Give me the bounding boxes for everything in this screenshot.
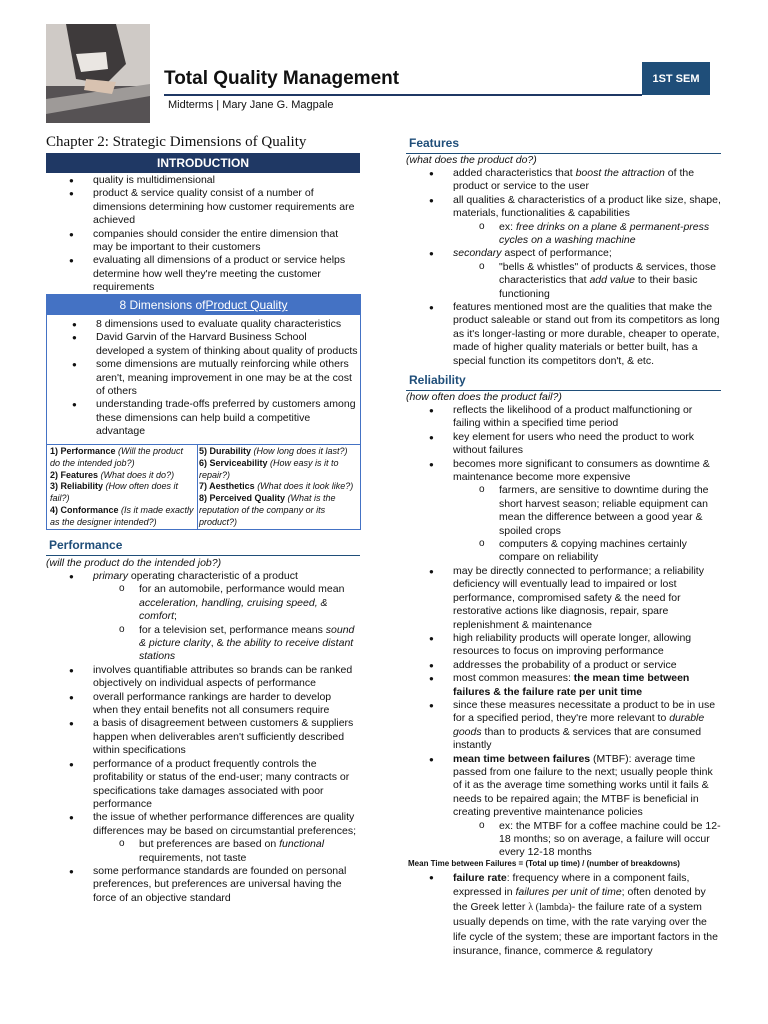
list-item: ● understanding trade-offs preferred by customers among these dimensions can help build a competitive advantage bbox=[96, 398, 358, 438]
list-item: ● secondary aspect of performance; o "bells & whistles" of products & services, those characteristics that add value to their basic functioning bbox=[453, 247, 721, 301]
reliability-question: (how often does the product fail?) bbox=[406, 391, 562, 403]
list-item: ● most common measures: the mean time between failures & the failure rate per unit time bbox=[453, 672, 721, 699]
features-heading: Features bbox=[409, 136, 460, 150]
features-list bbox=[453, 167, 721, 368]
list-item: ● product & service quality consist of a number of dimensions determining how customer requirements are achieved bbox=[93, 187, 355, 227]
header-photo bbox=[46, 24, 150, 123]
dimension-entry: 6) Serviceability (How easy is it to repair?) bbox=[199, 457, 339, 480]
list-item: ● since these measures necessitate a product to be in use for a specified period, they're more relevant to durable goods than to products & services that are consumed instantly bbox=[453, 699, 721, 753]
document-subtitle: Midterms | Mary Jane G. Magpale bbox=[168, 99, 334, 111]
dimension-entry: 2) Features (What does it do?) bbox=[50, 469, 175, 480]
dimension-entry: 8) Perceived Quality (What is the reputation of the company or its product?) bbox=[199, 493, 336, 527]
reliability-heading: Reliability bbox=[409, 373, 466, 387]
list-item: o for an automobile, performance would mean acceleration, handling, cruising speed, & comfort; bbox=[139, 583, 357, 623]
reliability-list bbox=[453, 404, 721, 860]
chapter-title: Chapter 2: Strategic Dimensions of Quality bbox=[46, 134, 307, 150]
semester-badge: 1ST SEM bbox=[642, 62, 710, 95]
introduction-heading: INTRODUCTION bbox=[46, 153, 360, 173]
list-item: ● reflects the likelihood of a product malfunctioning or failing within a specified time period bbox=[453, 404, 721, 431]
performance-heading: Performance bbox=[49, 538, 123, 552]
list-item: ● a basis of disagreement between customers & suppliers happen when deliverables aren't sufficiently described within specifications bbox=[93, 717, 357, 757]
list-item: ● companies should consider the entire dimension that may be important to their customers bbox=[93, 228, 355, 255]
list-item: ● some dimensions are mutually reinforcing while others aren't, meaning improvement in one may be at the cost of others bbox=[96, 358, 358, 398]
features-question: (what does the product do?) bbox=[406, 154, 537, 166]
introduction-list bbox=[93, 174, 355, 295]
list-item: ● evaluating all dimensions of a product or service helps determine how well they're meeting the customer requirements bbox=[93, 254, 355, 294]
header-rule bbox=[164, 94, 642, 96]
list-item: ● features mentioned most are the qualities that make the product saleable or stand out from its competitors as long as it's longer-lasting or more durable, cheaper to operate, made of higher quality materials or better built, has a special function its competitors don't, & etc. bbox=[453, 301, 721, 368]
list-item: o ex: the MTBF for a coffee machine could be 12-18 months; so on average, a failure will occur every 12-18 months bbox=[499, 820, 721, 860]
grid-divider-vertical bbox=[197, 444, 198, 530]
list-item: o farmers, are sensitive to downtime during the short harvest season; reliable equipment can mean the difference between a good year & spoiled crops bbox=[499, 484, 721, 538]
list-item: o but preferences are based on functional requirements, not taste bbox=[139, 838, 357, 865]
dimension-entry: 1) Performance (Will the product do the intended job?) bbox=[50, 446, 183, 468]
failure-rate-list bbox=[453, 871, 721, 958]
list-item: ● high reliability products will operate longer, allowing resources to focus on improving performance bbox=[453, 632, 721, 659]
performance-list bbox=[93, 570, 357, 905]
list-item: o ex: free drinks on a plane & permanent-press cycles on a washing machine bbox=[499, 221, 721, 248]
list-item: ● mean time between failures (MTBF): average time passed from one failure to the next; usually people think of it as the average time something works until it fails & needs to be repaired again; the MTBF is beneficial in creating preventive maintenance policies o ex: the MTBF for a coffee machine could be 12-18 months; so on average, a failure will occur every 12-18 months bbox=[453, 753, 721, 860]
list-item: o for a television set, performance means sound & picture clarity, & the ability to receive distant stations bbox=[139, 624, 357, 664]
dimensions-grid-right bbox=[199, 446, 357, 529]
person-typing-laptop-photo bbox=[46, 24, 150, 123]
dimensions-list bbox=[96, 318, 358, 439]
list-item: ● addresses the probability of a product or service bbox=[453, 659, 721, 672]
list-item: ● failure rate: frequency where in a component fails, expressed in failures per unit of time; often denoted by the Greek letter λ (lambda)- the failure rate of a system usually depends on time, with the rate varying over the life cycle of the system; these are important factors in the insurance, finance, commerce & regulatory bbox=[453, 871, 721, 958]
list-item: ● quality is multidimensional bbox=[93, 174, 355, 187]
dimension-entry: 3) Reliability (How often does it fail?) bbox=[50, 481, 179, 504]
list-item: ● all qualities & characteristics of a product like size, shape, materials, functionalities & capabilities o ex: free drinks on a plane & permanent-press cycles on a washing machine bbox=[453, 194, 721, 248]
dimensions-heading-link[interactable]: Product Quality bbox=[205, 298, 288, 312]
list-item: ● added characteristics that boost the attraction of the product or service to the user bbox=[453, 167, 721, 194]
dimension-entry: 7) Aesthetics (What does it look like?) bbox=[199, 481, 354, 492]
list-item: ● becomes more significant to consumers as downtime & maintenance become more expensive o farmers, are sensitive to downtime during the short harvest season; reliable equipment can mean the difference between a good year & spoiled crops o computers & copying machines certainly compare on reliability bbox=[453, 458, 721, 565]
list-item: o "bells & whistles" of products & services, those characteristics that add value to their basic functioning bbox=[499, 261, 721, 301]
list-item: ● 8 dimensions used to evaluate quality characteristics bbox=[96, 318, 358, 331]
dimension-entry: 4) Conformance (Is it made exactly as the designer intended?) bbox=[50, 504, 194, 527]
grid-divider-horizontal bbox=[46, 444, 361, 445]
list-item: ● overall performance rankings are harder to develop when they entail benefits not all consumers require bbox=[93, 691, 357, 718]
list-item: ● key element for users who need the product to work without failures bbox=[453, 431, 721, 458]
dimensions-heading bbox=[47, 295, 360, 315]
mtbf-formula: Mean Time between Failures = (Total up time) / (number of breakdowns) bbox=[408, 859, 680, 868]
list-item: ● the issue of whether performance differences are quality differences may be based on circumstantial preferences; o but preferences are based on functional requirements, not taste bbox=[93, 811, 357, 865]
dimension-entry: 5) Durability (How long does it last?) bbox=[199, 446, 348, 456]
list-item: ● primary operating characteristic of a product o for an automobile, performance would mean acceleration, handling, cruising speed, & comfort; o for a television set, performance means sound & picture clarity, & the ability to receive distant stations bbox=[93, 570, 357, 664]
dimensions-grid-left bbox=[50, 446, 194, 529]
list-item: ● may be directly connected to performance; a reliability deficiency will eventually lead to impaired or lost performance, compromised safety & the need for restorative actions like diagnosis, repair, spare replenishment & maintenance bbox=[453, 565, 721, 632]
list-item: o computers & copying machines certainly compare on reliability bbox=[499, 538, 721, 565]
performance-rule bbox=[46, 555, 360, 556]
performance-question: (will the product do the intended job?) bbox=[46, 557, 222, 569]
dimensions-heading-prefix: 8 Dimensions of bbox=[119, 298, 206, 312]
document-title: Total Quality Management bbox=[164, 68, 400, 89]
list-item: ● some performance standards are founded on personal preferences, but preferences are universal having the force of an objective standard bbox=[93, 865, 357, 905]
list-item: ● performance of a product frequently controls the profitability or status of the end-user; many contracts or specifications take damages associated with poor performance bbox=[93, 758, 357, 812]
list-item: ● David Garvin of the Harvard Business School developed a system of thinking about quality of products bbox=[96, 331, 358, 358]
list-item: ● involves quantifiable attributes so brands can be ranked objectively on individual aspects of performance bbox=[93, 664, 357, 691]
